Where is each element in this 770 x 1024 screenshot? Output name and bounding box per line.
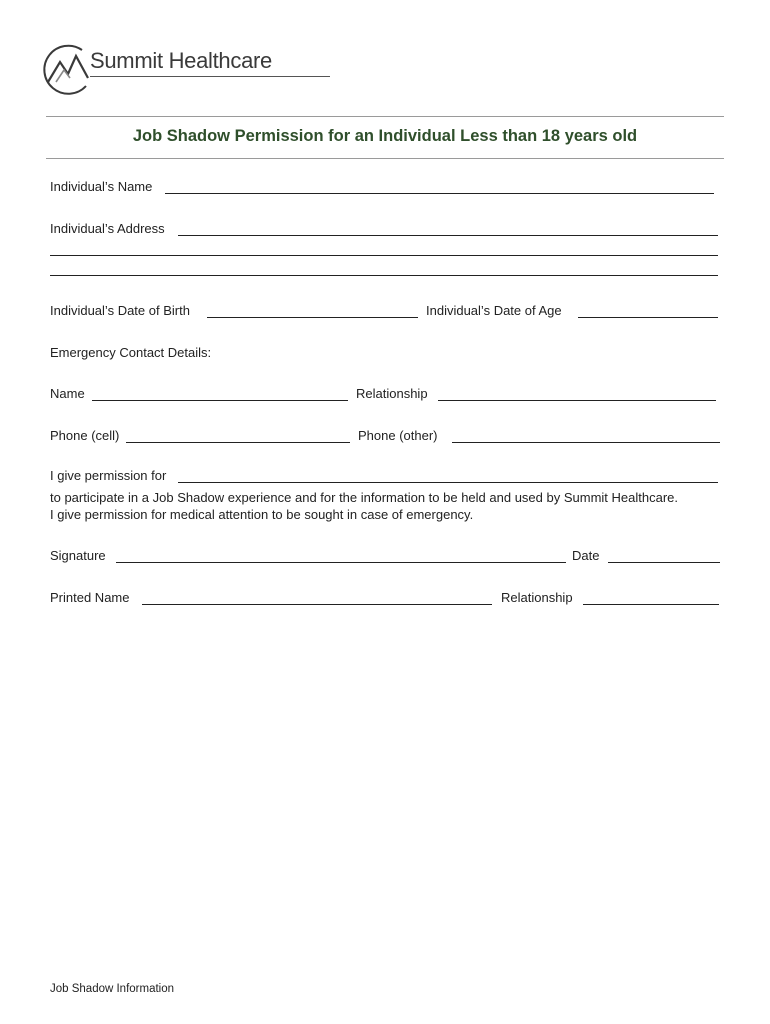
brand-name: Summit Healthcare bbox=[90, 48, 272, 73]
emergency-relationship-label: Relationship bbox=[356, 386, 428, 401]
emergency-name-label: Name bbox=[50, 386, 85, 401]
individual-name-field[interactable] bbox=[165, 193, 714, 194]
date-of-age-field[interactable] bbox=[578, 317, 718, 318]
printed-name-field[interactable] bbox=[142, 604, 492, 605]
emergency-contact-heading: Emergency Contact Details: bbox=[50, 345, 212, 360]
emergency-name-field[interactable] bbox=[92, 400, 348, 401]
signature-label: Signature bbox=[50, 548, 106, 563]
individual-address-label: Individual’s Address bbox=[50, 221, 165, 236]
individual-address-field-line-1[interactable] bbox=[178, 235, 718, 236]
phone-other-label: Phone (other) bbox=[358, 428, 438, 443]
individual-address-field-line-3[interactable] bbox=[50, 275, 718, 276]
signer-relationship-label: Relationship bbox=[501, 590, 573, 605]
footer-text: Job Shadow Information bbox=[50, 983, 175, 995]
signature-field[interactable] bbox=[116, 562, 566, 563]
date-of-age-label: Individual’s Date of Age bbox=[426, 303, 562, 318]
individual-name-label: Individual’s Name bbox=[50, 179, 153, 194]
mountain-circle-logo-icon bbox=[40, 42, 96, 98]
permission-label: I give permission for bbox=[50, 468, 167, 483]
signer-relationship-field[interactable] bbox=[583, 604, 719, 605]
date-label: Date bbox=[572, 548, 600, 563]
permission-text-1: to participate in a Job Shadow experience and for the information to be held and used by Summit Healthcare. bbox=[50, 490, 678, 505]
phone-cell-field[interactable] bbox=[126, 442, 350, 443]
individual-address-field-line-2[interactable] bbox=[50, 255, 718, 256]
title-bottom-rule bbox=[46, 158, 724, 159]
date-field[interactable] bbox=[608, 562, 720, 563]
permission-name-field[interactable] bbox=[178, 482, 718, 483]
permission-text-2: I give permission for medical attention to be sought in case of emergency. bbox=[50, 507, 474, 522]
logo-underline bbox=[90, 76, 330, 77]
date-of-birth-label: Individual’s Date of Birth bbox=[50, 303, 190, 318]
date-of-birth-field[interactable] bbox=[207, 317, 418, 318]
title-top-rule bbox=[46, 116, 724, 117]
page-title: Job Shadow Permission for an Individual Less than 18 years old bbox=[132, 127, 638, 145]
emergency-relationship-field[interactable] bbox=[438, 400, 716, 401]
phone-other-field[interactable] bbox=[452, 442, 720, 443]
summit-healthcare-logo bbox=[40, 42, 300, 98]
printed-name-label: Printed Name bbox=[50, 590, 130, 605]
phone-cell-label: Phone (cell) bbox=[50, 428, 120, 443]
